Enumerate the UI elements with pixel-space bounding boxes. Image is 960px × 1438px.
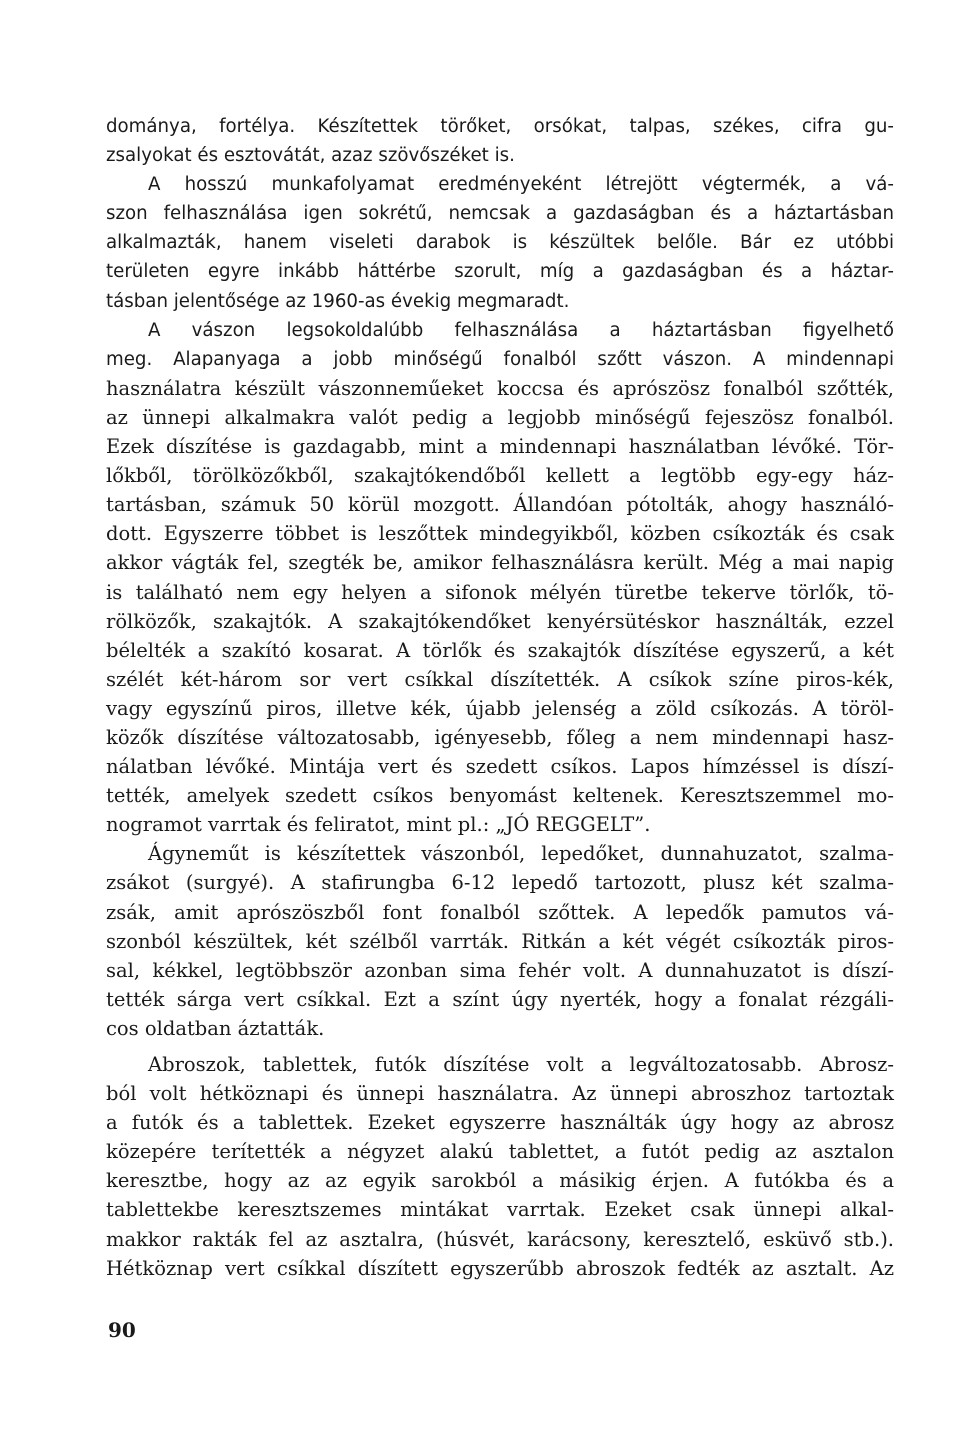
text-line: Abroszok, tablettek, futók díszítése volt a legváltozatosabb. Abrosz-: [148, 1053, 894, 1076]
text-line: tették, amelyek szedett csíkos benyomást keltenek. Keresztszemmel mo-: [106, 784, 894, 808]
text-line: Ezek díszítése is gazdagabb, mint a mindennapi használatban lévőké. Tör-: [106, 435, 894, 459]
text-line: használatra készült vászonneműeket koccsa és aprószösz fonalból szőtték,: [106, 376, 894, 400]
text-line: Ágyneműt is készítettek vászonból, lepedőket, dunnahuzatot, szalma-: [148, 842, 894, 866]
text-line: A vászon legsokoldalúbb felhasználása a háztartásban figyelhető: [148, 319, 894, 341]
text-line: tásban jelentősége az 1960-as évekig megmaradt.: [106, 290, 570, 312]
text-line: makkor rakták fel az asztalra, (húsvét, karácsony, keresztelő, esküvő stb.).: [106, 1227, 894, 1251]
text-line: a futók és a tablettek. Ezeket egyszerre használták úgy hogy az abrosz: [106, 1111, 894, 1135]
page-number: 90: [108, 1318, 136, 1342]
text-line: lőkből, törölközőkből, szakajtókendőből kellett a legtöbb egy-egy ház-: [106, 464, 894, 488]
text-line: ból volt hétköznapi és ünnepi használatra. Az ünnepi abroszhoz tartoztak: [106, 1082, 894, 1106]
text-line: alkalmazták, hanem viseleti darabok is készültek belőle. Bár ez utóbbi: [106, 232, 894, 254]
text-line: zsákot (surgyé). A stafirungba 6-12 lepedő tartozott, plusz két szalma-: [106, 871, 894, 895]
text-line: A hosszú munkafolyamat eredményeként létrejött végtermék, a vá-: [148, 174, 894, 196]
text-line: szon felhasználása igen sokrétű, nemcsak a gazdaságban és a háztartásban: [106, 203, 894, 225]
text-line: akkor vágták fel, szegték be, amikor felhasználásra került. Még a mai napig: [106, 551, 894, 575]
text-line: Hétköznap vert csíkkal díszített egyszerűbb abroszok fedték az asztalt. Az: [106, 1256, 894, 1280]
text-line: közők díszítése változatosabb, igényesebb, főleg a nem mindennapi hasz-: [106, 725, 894, 749]
text-line: az ünnepi alkalmakra valót pedig a legjobb minőségű fejeszösz fonalból.: [106, 405, 894, 429]
page-text: [106, 112, 894, 1283]
text-line: dománya, fortélya. Készítettek törőket, orsókat, talpas, székes, cifra gu-: [106, 116, 894, 137]
text-line: zsák, amit aprószöszből font fonalból szőttek. A lepedők pamutos vá-: [106, 900, 894, 924]
text-line: meg. Alapanyaga a jobb minőségű fonalból szőtt vászon. A mindennapi: [106, 348, 894, 370]
text-line: tablettekbe keresztszemes mintákat varrtak. Ezeket csak ünnepi alkal-: [106, 1198, 894, 1222]
text-line: szélét két-három sor vert csíkkal díszítették. A csíkok színe piros-kék,: [106, 667, 894, 691]
text-line: vagy egyszínű piros, illetve kék, újabb jelenség a zöld csíkozás. A töröl-: [106, 696, 894, 720]
text-line: is található nem egy helyen a sifonok mélyén türetbe tekerve törlők, tö-: [106, 580, 894, 604]
text-line: nogramot varrtak és feliratot, mint pl.: „JÓ REGGELT”.: [106, 813, 651, 837]
text-line: nálatban lévőké. Mintája vert és szedett csíkos. Lapos hímzéssel is díszí-: [106, 755, 894, 779]
text-line: területen egyre inkább háttérbe szorult, míg a gazdaságban és a háztar-: [106, 261, 894, 283]
text-line: tartásban, számuk 50 körül mozgott. Állandóan pótolták, ahogy használó-: [106, 493, 894, 517]
text-line: sal, kékkel, legtöbbször azonban sima fehér volt. A dunnahuzatot is díszí-: [106, 958, 894, 982]
text-line: keresztbe, hogy az az egyik sarokból a másikig érjen. A futókba és a: [106, 1169, 894, 1193]
text-line: dott. Egyszerre többet is leszőttek mindegyikből, közben csíkozták és csak: [106, 522, 894, 546]
text-line: zsalyokat és esztovátát, azaz szövőszéket is.: [106, 145, 515, 167]
text-line: cos oldatban áztatták.: [106, 1016, 325, 1040]
text-line: közepére terítették a négyzet alakú tablettet, a futót pedig az asztalon: [106, 1140, 894, 1164]
text-line: tették sárga vert csíkkal. Ezt a színt úgy nyerték, hogy a fonalat rézgáli-: [106, 987, 894, 1011]
text-line: szonból készültek, két szélből varrták. Ritkán a két végét csíkozták piros-: [106, 929, 894, 953]
text-line: bélelték a szakító kosarat. A törlők és szakajtók díszítése egyszerű, a két: [106, 638, 894, 662]
text-line: rölközők, szakajtók. A szakajtókendőket kenyérsütéskor használták, ezzel: [106, 609, 894, 633]
